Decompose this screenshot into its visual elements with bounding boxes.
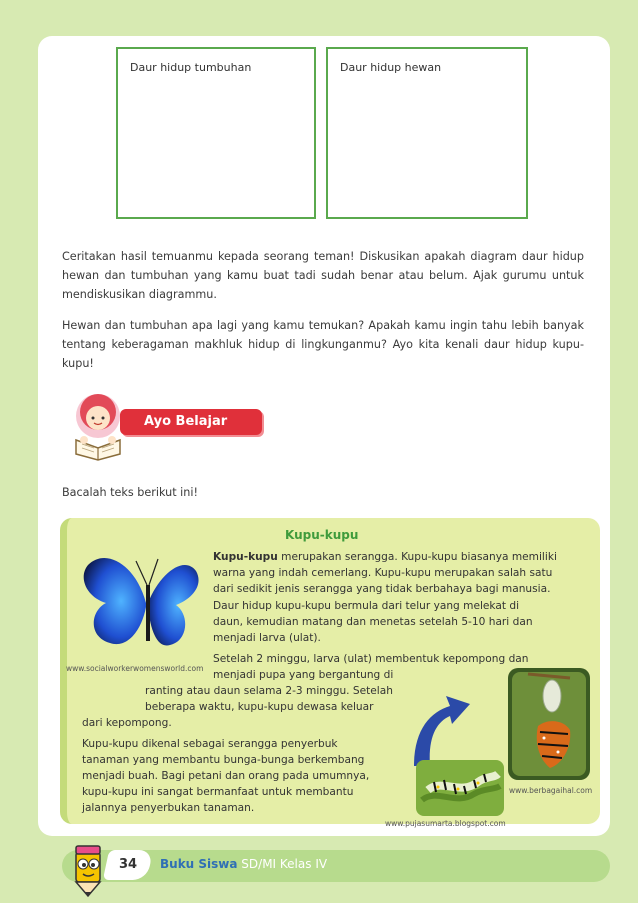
- chrysalis-credit: www.berbagaihal.com: [509, 786, 593, 795]
- book-title-rest: SD/MI Kelas IV: [237, 857, 328, 871]
- caterpillar-image: [416, 760, 504, 816]
- reading-line-4: Daur hidup kupu-kupu bermula dari telur yang melekat di: [213, 600, 520, 612]
- instruction-text: Bacalah teks berikut ini!: [62, 486, 198, 499]
- intro-paragraph: Hewan dan tumbuhan apa lagi yang kamu temukan? Apakah kamu ingin tahu lebih banyak tentang keberagaman makhluk hidup di lingkunganmu? Ayo kita kenali daur hidup kupu-kupu!: [62, 319, 584, 370]
- reading-line-1-rest: merupakan serangga. Kupu-kupu biasanya memiliki: [277, 551, 557, 563]
- pencil-mascot-icon: [66, 838, 110, 898]
- reading-line-13: tanaman yang membantu bunga-bunga berkembang: [82, 754, 365, 766]
- butterfly-credit: www.socialworkerwomensworld.com: [66, 664, 204, 673]
- ayo-belajar-banner: Ayo Belajar: [120, 409, 262, 435]
- caterpillar-credit: www.pujasumarta.blogspot.com: [385, 819, 506, 828]
- animal-life-cycle-box[interactable]: [326, 47, 528, 219]
- animal-life-cycle-label: Daur hidup hewan: [340, 61, 442, 74]
- butterfly-image: [76, 545, 208, 663]
- book-title-bold: Buku Siswa: [160, 857, 238, 871]
- reading-line-12: Kupu-kupu dikenal sebagai serangga penyerbuk: [82, 738, 338, 750]
- reading-line-5: daun, kemudian matang dan menetas setelah 5-10 hari dan: [213, 616, 533, 628]
- reading-title: Kupu-kupu: [285, 528, 359, 542]
- curved-arrow-icon: [404, 690, 474, 770]
- ayo-belajar-section: [62, 392, 262, 462]
- reading-line-9: ranting atau daun selama 2-3 minggu. Setelah: [145, 685, 393, 697]
- chrysalis-image: [508, 668, 590, 780]
- reading-line-6: menjadi larva (ulat).: [213, 632, 321, 644]
- reading-line-8: menjadi pupa yang bergantung di: [213, 669, 394, 681]
- reading-line-3: dari sedikit jenis serangga yang tidak berbahaya bagi manusia.: [213, 583, 551, 595]
- reading-line-10: beberapa waktu, kupu-kupu dewasa keluar: [145, 701, 374, 713]
- plant-life-cycle-label: Daur hidup tumbuhan: [130, 61, 252, 74]
- book-title: [160, 857, 327, 871]
- discussion-paragraph: Ceritakan hasil temuanmu kepada seorang teman! Diskusikan apakah diagram daur hidup hewan dan tumbuhan yang kamu buat tadi sudah benar atau belum. Ajak gurumu untuk mendiskusikan diagrammu.: [62, 250, 584, 301]
- reading-line-14: menjadi buah. Bagi petani dan orang pada umumnya,: [82, 770, 370, 782]
- reading-lead-bold: Kupu-kupu: [213, 551, 278, 563]
- plant-life-cycle-box[interactable]: [116, 47, 316, 219]
- reading-line-7: Setelah 2 minggu, larva (ulat) membentuk kepompong dan: [213, 653, 529, 665]
- reading-line-2: warna yang indah cemerlang. Kupu-kupu merupakan salah satu: [213, 567, 553, 579]
- reading-line-16: jalannya penyerbukan tanaman.: [82, 802, 255, 814]
- reading-line-1: [213, 549, 588, 565]
- reading-line-11: dari kepompong.: [82, 717, 172, 729]
- page-number-badge: [103, 850, 153, 880]
- reading-line-15: kupu-kupu ini sangat bermanfaat untuk membantu: [82, 786, 354, 798]
- page-number: 34: [118, 857, 138, 872]
